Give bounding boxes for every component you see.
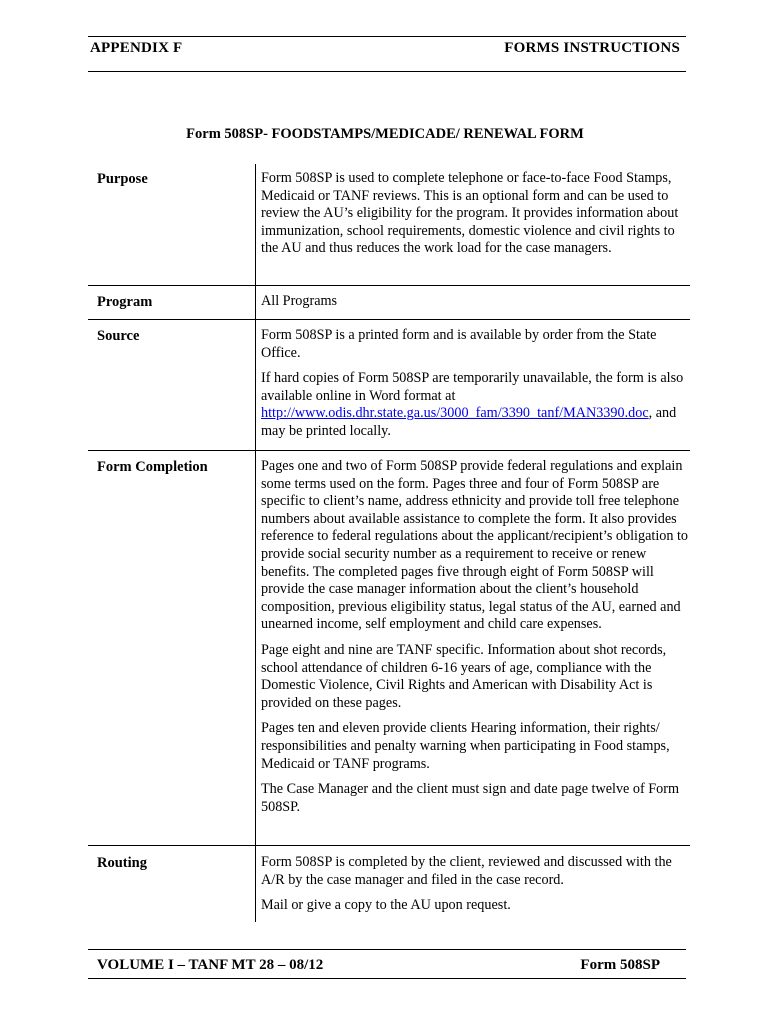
- program-content: [261, 293, 689, 319]
- source-text-2-after: , and may be printed locally.: [261, 405, 677, 439]
- source-text-2: [261, 370, 689, 440]
- program-label: Program: [97, 294, 153, 310]
- form-completion-text-2: Page eight and nine are TANF specific. Information about shot records, school attendance of children 6-16 years of age, compliance with the Domestic Violence, Civil Rights and American with Disability Act is provided on these pages.: [261, 641, 667, 711]
- separator-purpose: [88, 285, 690, 286]
- footer-volume: VOLUME I – TANF MT 28 – 08/12: [97, 957, 324, 973]
- form-completion-text-4: The Case Manager and the client must sign and date page twelve of Form 508SP.: [261, 781, 680, 815]
- source-content: [261, 327, 689, 449]
- header-bottom-rule: [88, 71, 686, 72]
- document-title: Form 508SP- FOODSTAMPS/MEDICADE/ RENEWAL FORM: [186, 126, 584, 142]
- routing-label: Routing: [97, 855, 147, 871]
- source-text-1: Form 508SP is a printed form and is available by order from the State Office.: [261, 327, 657, 361]
- separator-form-completion: [88, 845, 690, 846]
- form-completion-content: [261, 458, 689, 824]
- header-top-rule: [88, 36, 686, 37]
- manual-download-link[interactable]: http://www.odis.dhr.state.ga.us/3000_fam/3390_tanf/MAN3390.doc: [261, 405, 649, 422]
- routing-text-1: Form 508SP is completed by the client, reviewed and discussed with the A/R by the case manager and filed in the case record.: [261, 854, 672, 888]
- form-completion-text-1: Pages one and two of Form 508SP provide federal regulations and explain some terms used on the form. Pages three and four of Form 508SP are specific to client’s name, address ethnicity and provide toll free telephone numbers about available assistance to complete the form. It also provides reference to federal regulations about the applicant/recipient’s obligation to provide social security number as a requirement to receive or renew benefits. The completed pages five through eight of Form 508SP will provide the case manager information about the client’s household composition, previous eligibility status, legal status of the AU, earned and unearned income, self employment and child care expenses.: [261, 458, 689, 633]
- source-text-2-before: If hard copies of Form 508SP are temporarily unavailable, the form is also available online in Word format at: [261, 370, 684, 404]
- separator-source: [88, 450, 690, 451]
- purpose-label: Purpose: [97, 171, 148, 187]
- routing-content: [261, 854, 689, 923]
- header-appendix: APPENDIX F: [90, 40, 183, 56]
- footer-form-id: Form 508SP: [580, 957, 660, 973]
- form-completion-text-3: Pages ten and eleven provide clients Hearing information, their rights/ responsibilities and penalty warning when participating in Food stamps, Medicaid or TANF programs.: [261, 720, 670, 772]
- footer-rule: [88, 949, 686, 950]
- source-label: Source: [97, 328, 140, 344]
- column-divider: [255, 164, 256, 922]
- routing-text-2: Mail or give a copy to the AU upon request.: [261, 897, 511, 914]
- separator-program: [88, 319, 690, 320]
- footer-bottom-rule: [88, 978, 686, 979]
- purpose-content: [261, 170, 689, 266]
- header-section-title: FORMS INSTRUCTIONS: [504, 40, 680, 56]
- form-completion-label: Form Completion: [97, 459, 208, 475]
- program-text: All Programs: [261, 293, 338, 309]
- purpose-text: Form 508SP is used to complete telephone or face-to-face Food Stamps, Medicaid or TANF reviews. This is an optional form and can be used to review the AU’s eligibility for the program. It provides information about immunization, school requirements, domestic violence and civil rights to the AU and thus reduces the work load for the case managers.: [261, 170, 679, 257]
